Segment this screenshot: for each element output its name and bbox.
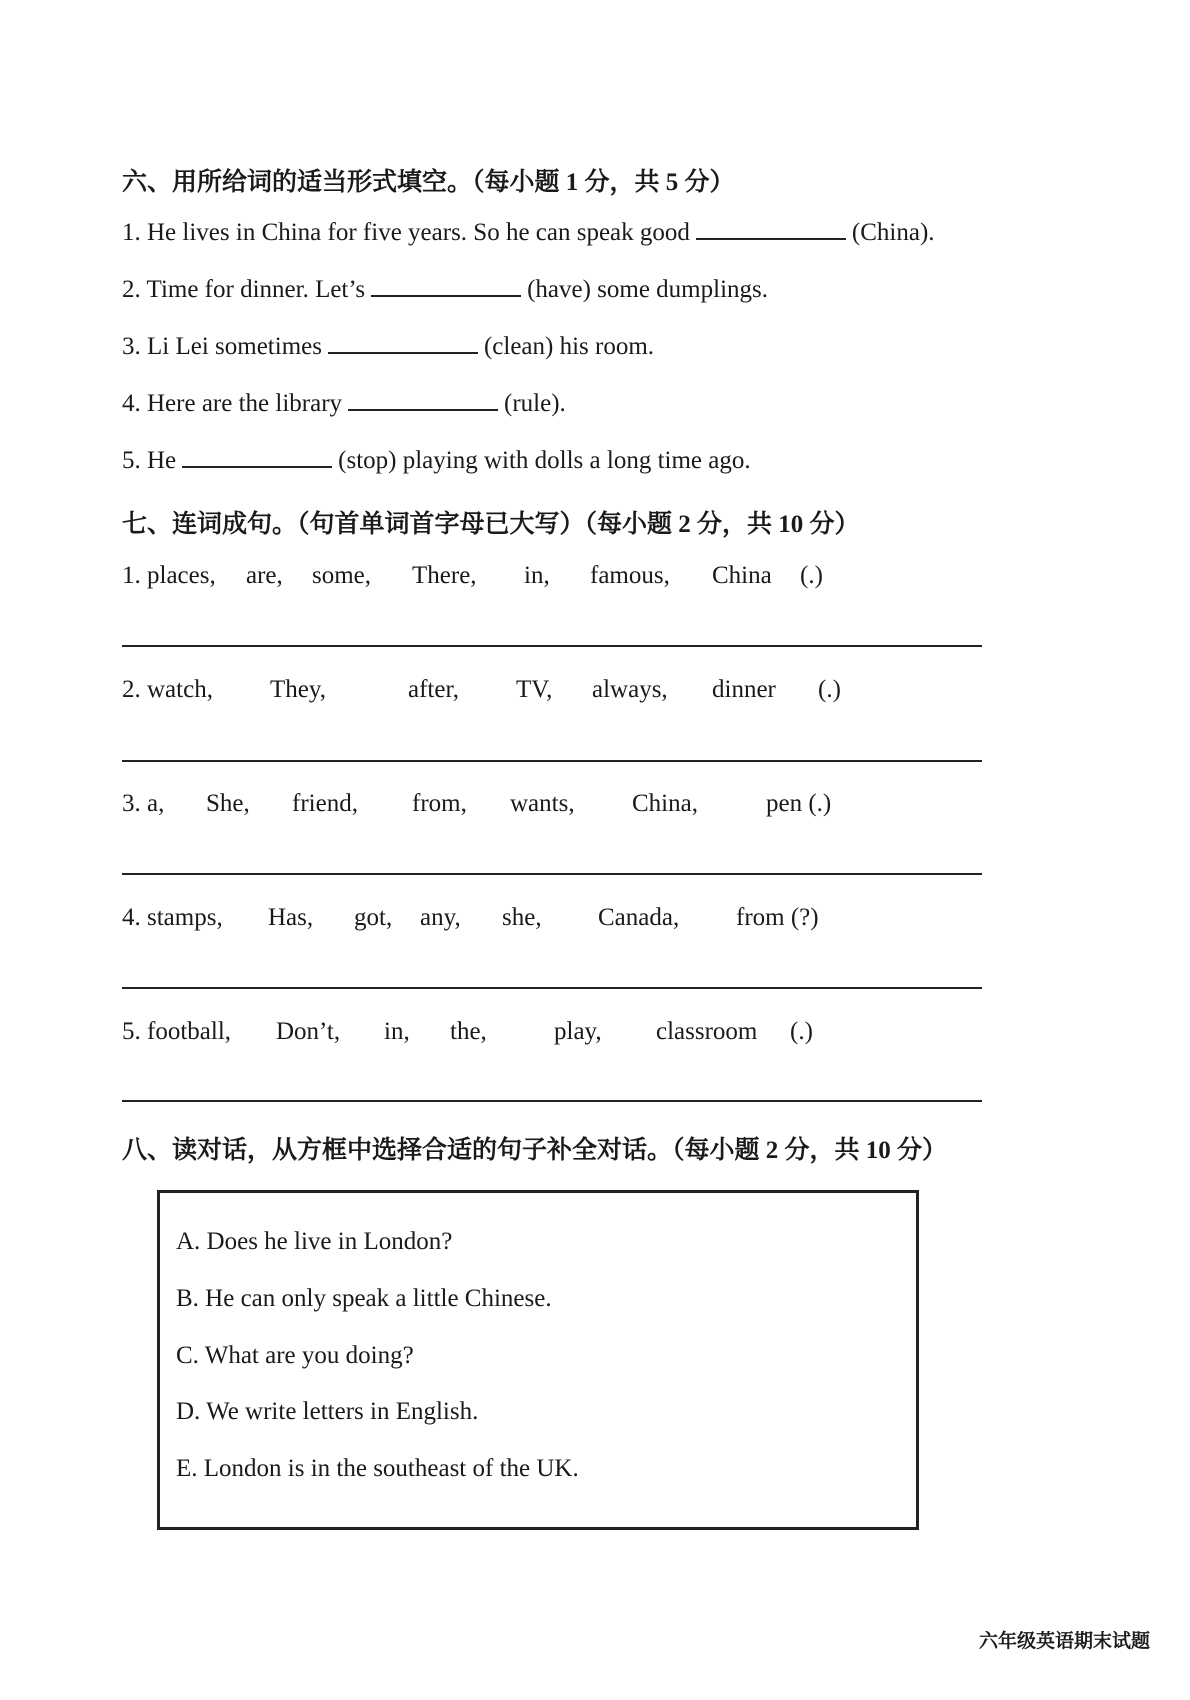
- fill-item-text: 1. He lives in China for five years. So he can speak good: [122, 219, 690, 246]
- answer-line[interactable]: [122, 987, 982, 989]
- fill-item-3: [122, 332, 654, 361]
- fill-item-2: [122, 275, 768, 304]
- option-e: E. London is in the southeast of the UK.: [176, 1455, 579, 1482]
- answer-line[interactable]: [122, 645, 982, 647]
- scramble-word: China,: [632, 790, 698, 817]
- scramble-item-3: [122, 790, 982, 820]
- scramble-word: any,: [420, 904, 461, 931]
- scramble-word: (.): [800, 562, 823, 589]
- scramble-word: TV,: [516, 676, 553, 703]
- fill-item-hint: (clean) his room.: [483, 333, 655, 360]
- fill-item-4: [122, 389, 566, 418]
- scramble-item-4: [122, 904, 982, 934]
- scramble-word: Has,: [268, 904, 314, 931]
- scramble-word: she,: [502, 904, 542, 931]
- option-d: D. We write letters in English.: [176, 1398, 479, 1425]
- section8-heading: 八、读对话，从方框中选择合适的句子补全对话。（每小题 2 分，共 10 分）: [122, 1137, 948, 1164]
- scramble-word: Don’t,: [276, 1018, 341, 1045]
- fill-item-text: 4. Here are the library: [122, 390, 343, 417]
- scramble-word: in,: [524, 562, 550, 589]
- scramble-word: 3. a,: [122, 790, 165, 817]
- fill-item-1: [122, 218, 935, 247]
- scramble-word: play,: [554, 1018, 602, 1045]
- scramble-word: dinner: [712, 676, 776, 703]
- scramble-word: 4. stamps,: [122, 904, 223, 931]
- fill-item-text: 5. He: [122, 447, 177, 474]
- answer-blank[interactable]: [348, 389, 498, 411]
- scramble-word: (.): [818, 676, 841, 703]
- scramble-word: in,: [384, 1018, 410, 1045]
- answer-line[interactable]: [122, 760, 982, 762]
- scramble-word: 2. watch,: [122, 676, 213, 703]
- scramble-word: Canada,: [598, 904, 680, 931]
- scramble-word: after,: [408, 676, 460, 703]
- scramble-word: always,: [592, 676, 668, 703]
- scramble-item-1: [122, 562, 982, 592]
- scramble-word: friend,: [292, 790, 358, 817]
- scramble-word: (.): [790, 1018, 813, 1045]
- scramble-word: classroom: [656, 1018, 758, 1045]
- scramble-word: She,: [206, 790, 250, 817]
- answer-blank[interactable]: [182, 446, 332, 468]
- fill-item-hint: (rule).: [504, 390, 566, 417]
- section7-heading: 七、连词成句。（句首单词首字母已大写）（每小题 2 分，共 10 分）: [122, 511, 860, 538]
- answer-line[interactable]: [122, 873, 982, 875]
- scramble-word: some,: [312, 562, 372, 589]
- scramble-word: are,: [246, 562, 283, 589]
- scramble-word: They,: [270, 676, 326, 703]
- options-box: [157, 1190, 919, 1530]
- scramble-word: pen (.): [766, 790, 832, 817]
- scramble-word: 1. places,: [122, 562, 216, 589]
- scramble-word: 5. football,: [122, 1018, 232, 1045]
- page-footer: 六年级英语期末试题: [978, 1631, 1150, 1652]
- scramble-word: There,: [412, 562, 477, 589]
- answer-blank[interactable]: [328, 332, 478, 354]
- section6-heading: 六、用所给词的适当形式填空。（每小题 1 分，共 5 分）: [122, 169, 735, 196]
- scramble-word: from,: [412, 790, 467, 817]
- scramble-word: China: [712, 562, 772, 589]
- option-c: C. What are you doing?: [176, 1342, 414, 1369]
- fill-item-5: [122, 446, 751, 475]
- scramble-item-2: [122, 676, 982, 706]
- scramble-word: famous,: [590, 562, 670, 589]
- answer-blank[interactable]: [371, 275, 521, 297]
- fill-item-hint: (stop) playing with dolls a long time ago.: [338, 447, 751, 474]
- fill-item-text: 3. Li Lei sometimes: [122, 333, 322, 360]
- fill-item-hint: (China).: [851, 219, 935, 246]
- fill-item-text: 2. Time for dinner. Let’s: [122, 276, 366, 303]
- scramble-word: got,: [354, 904, 393, 931]
- option-b: B. He can only speak a little Chinese.: [176, 1285, 552, 1312]
- answer-blank[interactable]: [696, 218, 846, 240]
- scramble-item-5: [122, 1018, 982, 1048]
- option-a: A. Does he live in London?: [176, 1228, 453, 1255]
- answer-line[interactable]: [122, 1100, 982, 1102]
- scramble-word: wants,: [510, 790, 575, 817]
- fill-item-hint: (have) some dumplings.: [527, 276, 768, 303]
- scramble-word: from (?): [736, 904, 819, 931]
- scramble-word: the,: [450, 1018, 487, 1045]
